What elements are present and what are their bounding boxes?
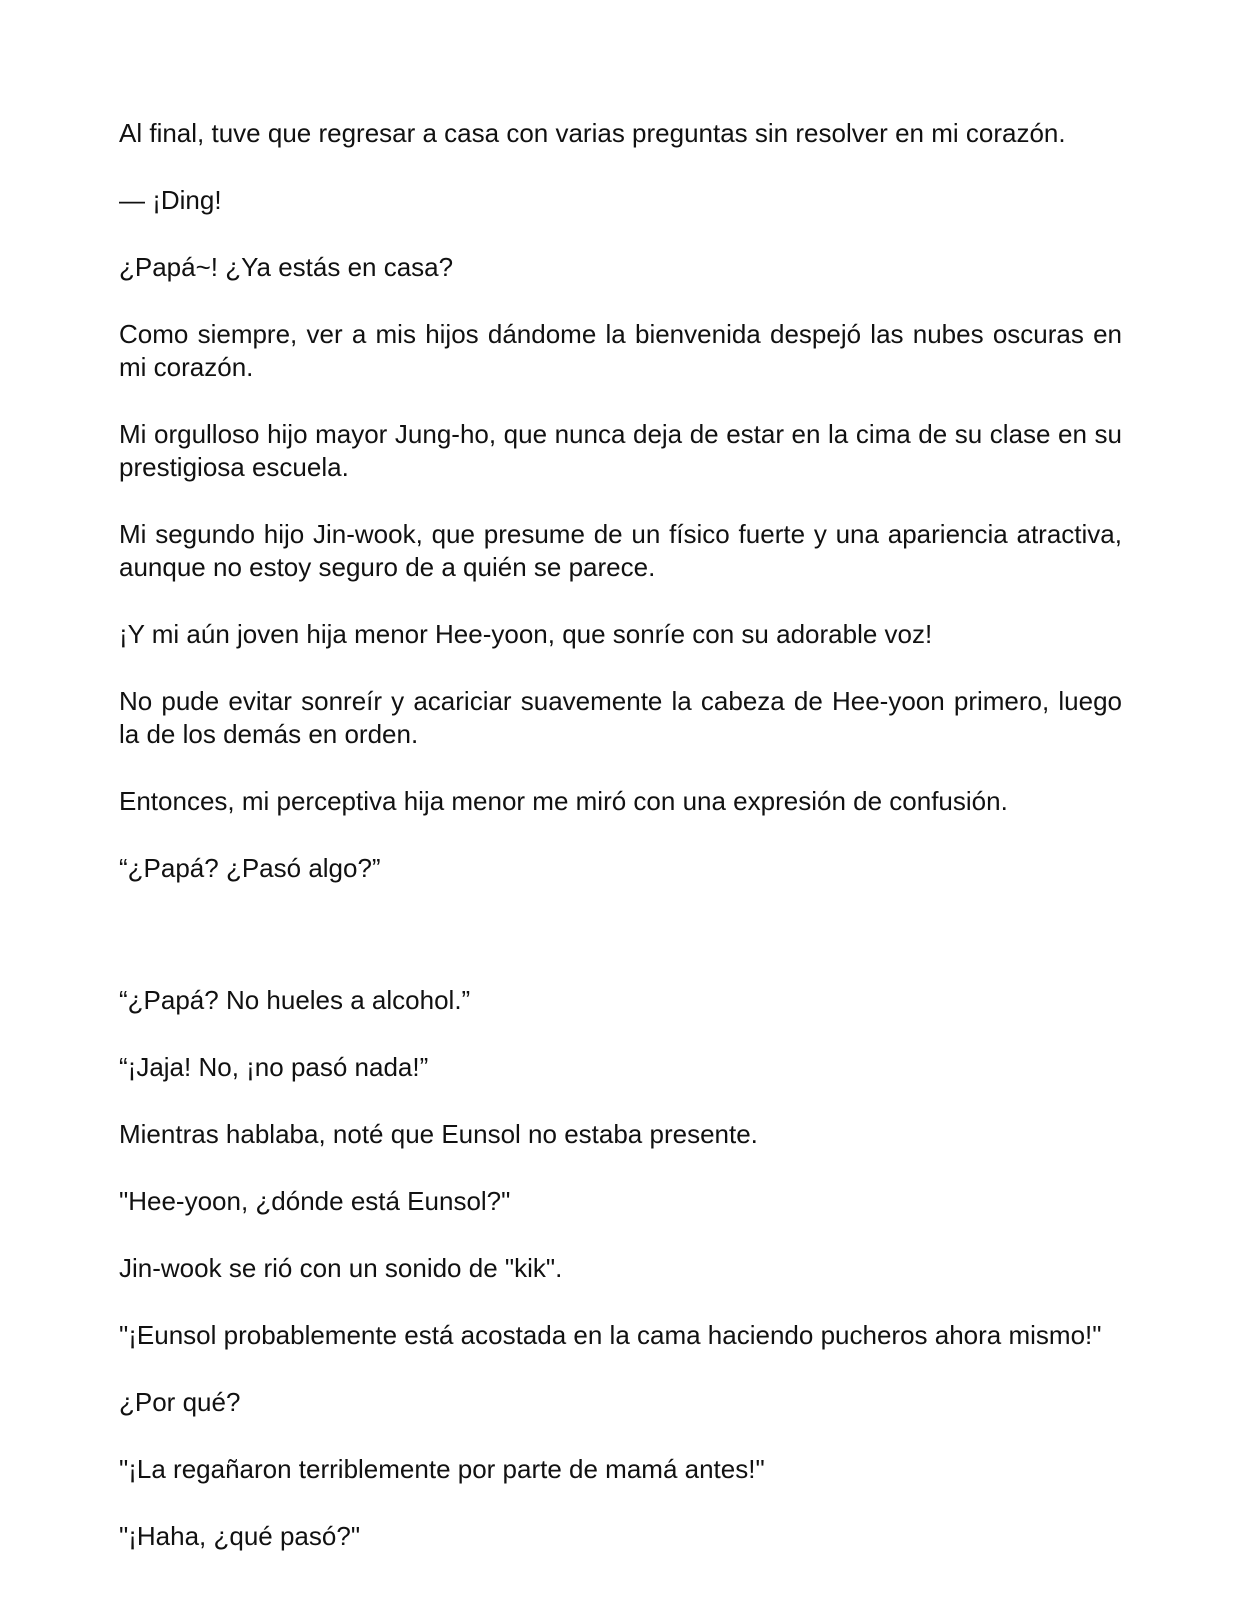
text-body <box>119 117 1122 1553</box>
paragraph: "¡Haha, ¿qué pasó?" <box>119 1521 361 1551</box>
paragraph: Como siempre, ver a mis hijos dándome la bienvenida despejó las nubes oscuras en mi corazón. <box>119 319 1122 382</box>
paragraph: Mientras hablaba, noté que Eunsol no estaba presente. <box>119 1119 758 1149</box>
paragraph: ¿Papá~! ¿Ya estás en casa? <box>119 252 454 282</box>
paragraph: “¿Papá? ¿Pasó algo?” <box>119 853 381 883</box>
paragraph: “¡Jaja! No, ¡no pasó nada!” <box>119 1052 429 1082</box>
paragraph: Entonces, mi perceptiva hija menor me miró con una expresión de confusión. <box>119 786 1008 816</box>
paragraph: "Hee-yoon, ¿dónde está Eunsol?" <box>119 1186 511 1216</box>
paragraph: ¡Y mi aún joven hija menor Hee-yoon, que sonríe con su adorable voz! <box>119 619 933 649</box>
paragraph: Mi orgulloso hijo mayor Jung-ho, que nunca deja de estar en la cima de su clase en su prestigiosa escuela. <box>119 419 1122 482</box>
paragraph: ¿Por qué? <box>119 1387 241 1417</box>
paragraph: "¡Eunsol probablemente está acostada en la cama haciendo pucheros ahora mismo!" <box>119 1320 1102 1350</box>
paragraph: No pude evitar sonreír y acariciar suavemente la cabeza de Hee-yoon primero, luego la de los demás en orden. <box>119 686 1122 749</box>
paragraph: Jin-wook se rió con un sonido de "kik". <box>119 1253 563 1283</box>
paragraph: "¡La regañaron terriblemente por parte de mamá antes!" <box>119 1454 765 1484</box>
paragraph: — ¡Ding! <box>119 185 222 215</box>
paragraph: Al final, tuve que regresar a casa con varias preguntas sin resolver en mi corazón. <box>119 118 1066 148</box>
paragraph: “¿Papá? No hueles a alcohol.” <box>119 985 471 1015</box>
paragraph: Mi segundo hijo Jin-wook, que presume de un físico fuerte y una apariencia atractiva, aunque no estoy seguro de a quién se parece. <box>119 519 1122 582</box>
